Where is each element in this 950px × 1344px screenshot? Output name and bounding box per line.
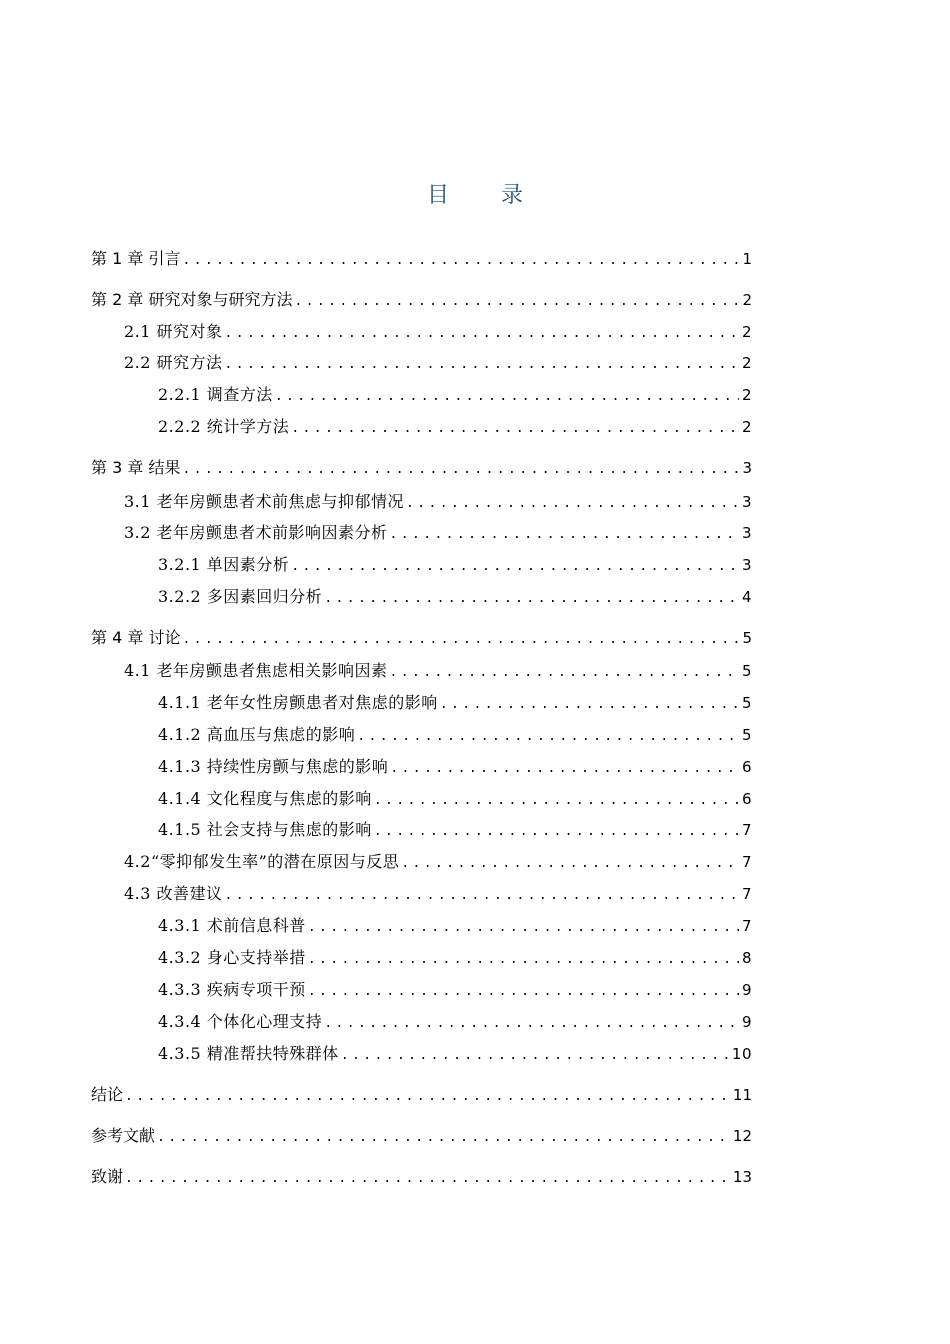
toc-entry-label: 参考文献 (91, 1126, 156, 1145)
toc-entry[interactable] (158, 691, 752, 715)
toc-entry-page-number: 4 (741, 588, 752, 606)
dot-leader (225, 884, 739, 906)
toc-entry[interactable] (158, 553, 752, 577)
toc-entry[interactable] (124, 490, 752, 514)
dot-leader (401, 852, 739, 874)
toc-entry-label: 4.2“零抑郁发生率”的潜在原因与反思 (124, 852, 400, 871)
toc-entry-label: 2.2.1 调查方法 (158, 385, 273, 404)
toc-entry-page-number: 5 (741, 694, 752, 712)
dot-leader (291, 555, 739, 577)
dot-leader (406, 492, 739, 514)
dot-leader (324, 1012, 739, 1034)
toc-entry[interactable] (158, 585, 752, 609)
toc-entry-label: 2.1 研究对象 (124, 322, 223, 341)
dot-leader (157, 1126, 730, 1148)
toc-entry[interactable] (158, 946, 752, 970)
dot-leader (125, 1167, 730, 1189)
toc-entry-page-number: 9 (741, 1013, 752, 1031)
dot-leader (374, 789, 739, 811)
dot-leader (294, 290, 739, 312)
toc-entry[interactable] (91, 626, 752, 650)
toc-entry-page-number: 2 (741, 418, 752, 436)
toc-entry[interactable] (158, 818, 752, 842)
toc-entry-page-number: 5 (741, 662, 752, 680)
toc-entry[interactable] (158, 383, 752, 407)
toc-entry-page-number: 5 (741, 726, 752, 744)
toc-entry[interactable] (91, 247, 752, 271)
dot-leader (324, 587, 739, 609)
toc-entry-label: 3.2.2 多因素回归分析 (158, 587, 323, 606)
toc-entry-page-number: 12 (732, 1127, 752, 1145)
dot-leader (308, 948, 739, 970)
toc-entry[interactable] (124, 850, 752, 874)
toc-entry-label: 3.2 老年房颤患者术前影响因素分析 (124, 523, 388, 542)
dot-leader (125, 1085, 730, 1107)
toc-entry[interactable] (124, 882, 752, 906)
toc-entry[interactable] (158, 755, 752, 779)
toc-entry-page-number: 7 (741, 821, 752, 839)
toc-entry-page-number: 5 (742, 629, 752, 647)
toc-entry-label: 4.1.1 老年女性房颤患者对焦虑的影响 (158, 693, 438, 712)
toc-entry-page-number: 3 (741, 524, 752, 542)
toc-entry-page-number: 2 (741, 386, 752, 404)
toc-entry-label: 3.1 老年房颤患者术前焦虑与抑郁情况 (124, 492, 405, 511)
toc-entry-label: 4.3.4 个体化心理支持 (158, 1012, 323, 1031)
toc-entry[interactable] (91, 1124, 752, 1148)
dot-leader (390, 757, 739, 779)
toc-entry[interactable] (158, 415, 752, 439)
title-char-2: 录 (501, 183, 524, 208)
toc-entry-label: 3.2.1 单因素分析 (158, 555, 290, 574)
toc-entry[interactable] (158, 723, 752, 747)
toc-entry-page-number: 9 (741, 981, 752, 999)
dot-leader (341, 1044, 729, 1066)
toc-entry-label: 4.3.3 疾病专项干预 (158, 980, 306, 999)
toc-entry-label: 第 1 章 引言 (91, 249, 181, 268)
toc-entry[interactable] (91, 456, 752, 480)
dot-leader (225, 322, 739, 344)
toc-entry[interactable] (91, 1083, 752, 1107)
toc-entry-page-number: 7 (741, 917, 752, 935)
toc-entry-page-number: 3 (741, 556, 752, 574)
toc-entry[interactable] (124, 320, 752, 344)
toc-entry-label: 4.1.2 高血压与焦虑的影响 (158, 725, 356, 744)
dot-leader (440, 693, 739, 715)
toc-entry[interactable] (158, 787, 752, 811)
dot-leader (374, 820, 739, 842)
toc-entry-label: 4.3 改善建议 (124, 884, 223, 903)
dot-leader (390, 523, 739, 545)
dot-leader (291, 417, 739, 439)
toc-entry-label: 4.3.5 精准帮扶特殊群体 (158, 1044, 339, 1063)
toc-entry-label: 第 4 章 讨论 (91, 628, 181, 647)
dot-leader (182, 458, 739, 480)
toc-entry-page-number: 7 (741, 853, 752, 871)
toc-entry-page-number: 11 (732, 1086, 752, 1104)
toc-entry-label: 第 3 章 结果 (91, 458, 181, 477)
toc-entry[interactable] (158, 914, 752, 938)
toc-entry-label: 2.2.2 统计学方法 (158, 417, 290, 436)
toc-entry-page-number: 8 (741, 949, 752, 967)
dot-leader (308, 916, 739, 938)
toc-entry[interactable] (158, 978, 752, 1002)
toc-entry-label: 结论 (91, 1085, 124, 1104)
toc-entry-label: 2.2 研究方法 (124, 353, 223, 372)
dot-leader (225, 353, 739, 375)
dot-leader (357, 725, 739, 747)
dot-leader (275, 385, 739, 407)
toc-entry-page-number: 2 (741, 354, 752, 372)
dot-leader (308, 980, 739, 1002)
toc-entry-page-number: 10 (731, 1045, 752, 1063)
toc-entry-label: 4.3.1 术前信息科普 (158, 916, 306, 935)
toc-entry-page-number: 3 (742, 459, 752, 477)
toc-entry-page-number: 7 (741, 885, 752, 903)
toc-entry[interactable] (124, 351, 752, 375)
toc-entry[interactable] (158, 1042, 752, 1066)
dot-leader (182, 249, 739, 271)
toc-entry-page-number: 1 (742, 250, 752, 268)
title-char-1: 目 (426, 183, 449, 208)
toc-entry[interactable] (124, 659, 752, 683)
toc-entry-label: 4.1.5 社会支持与焦虑的影响 (158, 820, 372, 839)
toc-entry-label: 4.3.2 身心支持举措 (158, 948, 306, 967)
toc-entry[interactable] (91, 288, 752, 312)
dot-leader (390, 661, 739, 683)
toc-entry-page-number: 6 (741, 758, 752, 776)
toc-entry[interactable] (91, 1165, 752, 1189)
toc-entry-label: 4.1.3 持续性房颤与焦虑的影响 (158, 757, 389, 776)
toc-entry-label: 致谢 (91, 1167, 124, 1186)
toc-entry-label: 4.1 老年房颤患者焦虑相关影响因素 (124, 661, 388, 680)
toc-entry-page-number: 13 (732, 1168, 752, 1186)
toc-entry[interactable] (124, 521, 752, 545)
page-title (0, 178, 950, 209)
toc-entry-page-number: 2 (741, 323, 752, 341)
toc-entry-page-number: 2 (742, 291, 752, 309)
toc-entry-page-number: 6 (741, 790, 752, 808)
dot-leader (182, 628, 739, 650)
toc-entry-page-number: 3 (741, 493, 752, 511)
toc-entry[interactable] (158, 1010, 752, 1034)
toc-entry-label: 第 2 章 研究对象与研究方法 (91, 290, 293, 309)
toc-entry-label: 4.1.4 文化程度与焦虑的影响 (158, 789, 372, 808)
